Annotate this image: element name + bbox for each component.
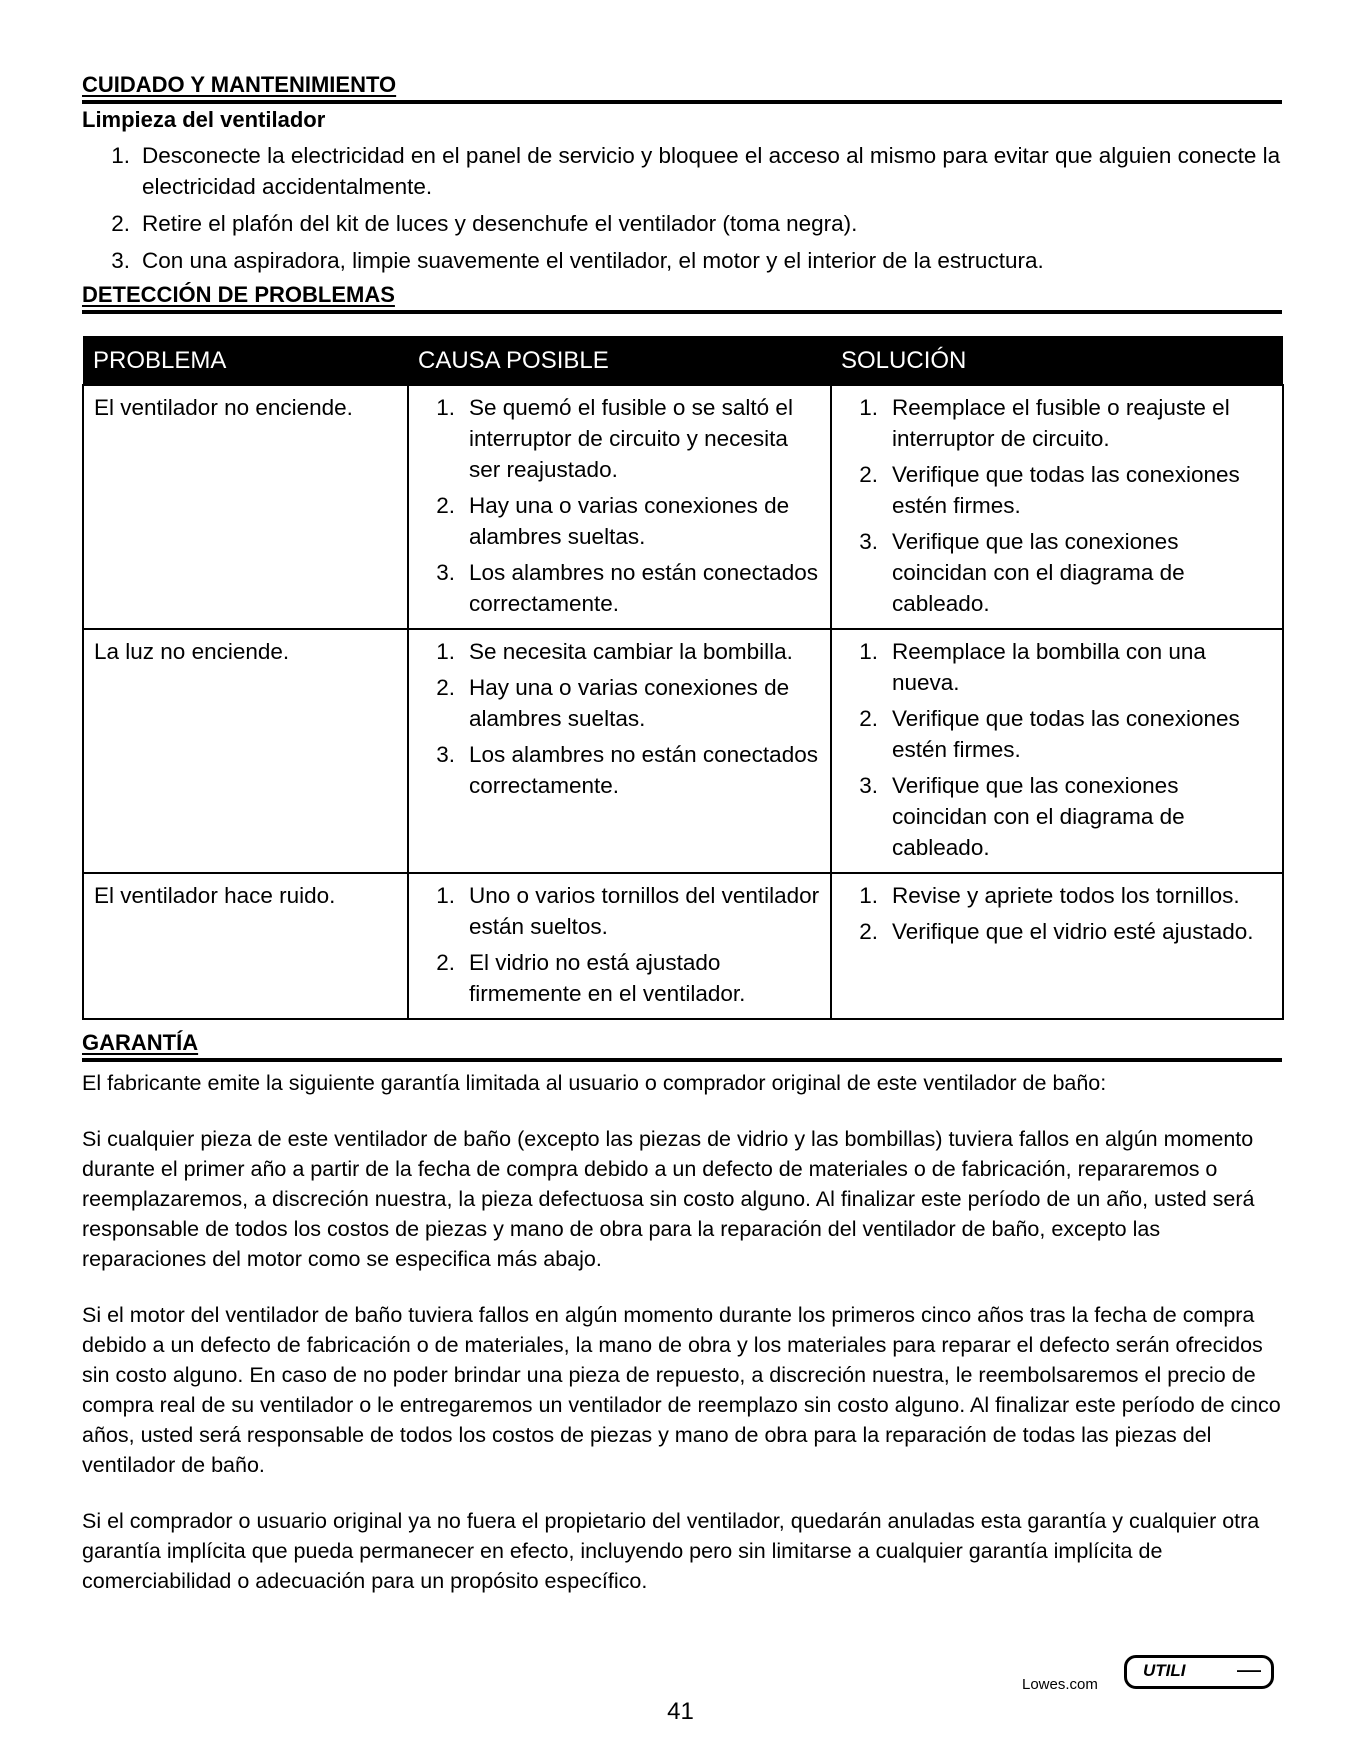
item-number: 3. xyxy=(436,560,455,585)
step-text: Con una aspiradora, limpie suavemente el ventilador, el motor y el interior de la estructura. xyxy=(142,248,1044,273)
cause-cell xyxy=(408,385,831,629)
item-number: 2. xyxy=(436,950,455,975)
problem-cell: La luz no enciende. xyxy=(83,629,408,873)
list-item xyxy=(419,557,822,619)
item-number: 2. xyxy=(436,493,455,518)
troubleshooting-table xyxy=(82,336,1284,1020)
list-item xyxy=(419,490,822,552)
solution-cell xyxy=(831,629,1283,873)
table-header-row xyxy=(83,336,1283,385)
item-number: 2. xyxy=(436,675,455,700)
item-text: Se quemó el fusible o se saltó el interruptor de circuito y necesita ser reajustado. xyxy=(469,395,793,482)
item-text: Verifique que todas las conexiones estén firmes. xyxy=(892,706,1240,762)
step-number: 1. xyxy=(111,143,130,168)
item-text: Revise y apriete todos los tornillos. xyxy=(892,883,1240,908)
care-step xyxy=(82,208,1282,239)
item-number: 1. xyxy=(859,883,878,908)
utilitech-logo xyxy=(1124,1655,1274,1689)
care-heading: CUIDADO Y MANTENIMIENTO xyxy=(82,72,397,97)
problem-cell: El ventilador no enciende. xyxy=(83,385,408,629)
warranty-paragraph: Si el motor del ventilador de baño tuviera fallos en algún momento durante los primeros cinco años tras la fecha de compra debido a un defecto de fabricación o de materiales, la mano de obra y los materiales para reparar el defecto serán ofrecidos sin costo alguno. En caso de no poder brindar una pieza de repuesto, a discreción nuestra, le reembolsaremos el precio de compra real de su ventilador o le entregaremos un ventilador de reemplazo sin costo alguno. Al finalizar este período de cinco años, usted será responsable de todos los costos de piezas y mano de obra para la reparación de todas las piezas del ventilador de baño. xyxy=(82,1303,1281,1477)
section-rule xyxy=(82,100,1282,104)
table-row xyxy=(83,629,1283,873)
footer xyxy=(0,1655,1361,1695)
table-row xyxy=(83,385,1283,629)
item-text: Reemplace la bombilla con una nueva. xyxy=(892,639,1206,695)
item-text: El vidrio no está ajustado firmemente en el ventilador. xyxy=(469,950,746,1006)
item-number: 1. xyxy=(859,639,878,664)
list-item xyxy=(842,880,1274,911)
warranty-heading: GARANTÍA xyxy=(82,1030,199,1055)
list-item xyxy=(419,947,822,1009)
header-cause: CAUSA POSIBLE xyxy=(408,336,831,385)
logo-text: UTILI xyxy=(1143,1661,1186,1680)
item-number: 1. xyxy=(436,395,455,420)
step-number: 2. xyxy=(111,211,130,236)
item-text: Los alambres no están conectados correctamente. xyxy=(469,560,818,616)
list-item xyxy=(419,392,822,485)
item-text: Verifique que las conexiones coincidan con el diagrama de cableado. xyxy=(892,773,1185,860)
care-step xyxy=(82,245,1282,276)
header-solution: SOLUCIÓN xyxy=(831,336,1283,385)
item-number: 2. xyxy=(859,919,878,944)
section-rule xyxy=(82,1058,1282,1062)
troubleshooting-section xyxy=(82,282,1282,1020)
warranty-paragraph: Si cualquier pieza de este ventilador de baño (excepto las piezas de vidrio y las bombillas) tuviera fallos en algún momento durante el primer año a partir de la fecha de compra debido a un defecto de materiales o de fabricación, repararemos o reemplazaremos, a discreción nuestra, la pieza defectuosa sin costo alguno. Al finalizar este período de un año, usted será responsable de todos los costos de piezas y mano de obra para la reparación del ventilador de baño, excepto las reparaciones del motor como se especifica más abajo. xyxy=(82,1127,1255,1271)
step-text: Desconecte la electricidad en el panel de servicio y bloquee el acceso al mismo para evitar que alguien conecte la electricidad accidentalmente. xyxy=(142,143,1281,199)
item-number: 1. xyxy=(436,883,455,908)
item-text: Hay una o varias conexiones de alambres sueltas. xyxy=(469,675,790,731)
warranty-section xyxy=(82,1030,1282,1596)
logo-tagline-mark: ▬▬▬▬ xyxy=(1237,1668,1261,1674)
footer-site: Lowes.com xyxy=(1022,1676,1098,1693)
cause-cell xyxy=(408,873,831,1019)
item-number: 3. xyxy=(859,529,878,554)
solution-cell xyxy=(831,873,1283,1019)
list-item xyxy=(842,636,1274,698)
item-number: 2. xyxy=(859,462,878,487)
item-number: 1. xyxy=(859,395,878,420)
warranty-paragraph: Si el comprador o usuario original ya no fuera el propietario del ventilador, quedarán anuladas esta garantía y cualquier otra garantía implícita que pueda permanecer en efecto, incluyendo pero sin limitarse a cualquier garantía implícita de comerciabilidad o adecuación para un propósito específico. xyxy=(82,1509,1260,1593)
item-number: 1. xyxy=(436,639,455,664)
item-text: Verifique que las conexiones coincidan con el diagrama de cableado. xyxy=(892,529,1185,616)
cause-cell xyxy=(408,629,831,873)
page xyxy=(82,72,1282,1622)
list-item xyxy=(842,770,1274,863)
care-subheading: Limpieza del ventilador xyxy=(82,107,326,132)
item-text: Hay una o varias conexiones de alambres sueltas. xyxy=(469,493,790,549)
problem-cell: El ventilador hace ruido. xyxy=(83,873,408,1019)
list-item xyxy=(842,916,1274,947)
header-problem: PROBLEMA xyxy=(83,336,408,385)
list-item xyxy=(419,672,822,734)
item-number: 2. xyxy=(859,706,878,731)
care-step xyxy=(82,140,1282,202)
list-item xyxy=(419,739,822,801)
item-number: 3. xyxy=(859,773,878,798)
warranty-paragraph: El fabricante emite la siguiente garantía limitada al usuario o comprador original de este ventilador de baño: xyxy=(82,1071,1107,1095)
care-steps xyxy=(82,140,1282,276)
item-text: Los alambres no están conectados correctamente. xyxy=(469,742,818,798)
list-item xyxy=(419,636,822,667)
step-text: Retire el plafón del kit de luces y desenchufe el ventilador (toma negra). xyxy=(142,211,858,236)
item-text: Reemplace el fusible o reajuste el interruptor de circuito. xyxy=(892,395,1230,451)
care-section xyxy=(82,72,1282,276)
item-text: Verifique que el vidrio esté ajustado. xyxy=(892,919,1254,944)
item-text: Verifique que todas las conexiones estén firmes. xyxy=(892,462,1240,518)
list-item xyxy=(842,459,1274,521)
list-item xyxy=(842,703,1274,765)
troubleshooting-heading: DETECCIÓN DE PROBLEMAS xyxy=(82,282,395,307)
table-row xyxy=(83,873,1283,1019)
list-item xyxy=(842,392,1274,454)
step-number: 3. xyxy=(111,248,130,273)
solution-cell xyxy=(831,385,1283,629)
page-number: 41 xyxy=(667,1698,694,1725)
item-text: Uno o varios tornillos del ventilador están sueltos. xyxy=(469,883,820,939)
list-item xyxy=(842,526,1274,619)
item-text: Se necesita cambiar la bombilla. xyxy=(469,639,793,664)
item-number: 3. xyxy=(436,742,455,767)
list-item xyxy=(419,880,822,942)
section-rule xyxy=(82,310,1282,314)
